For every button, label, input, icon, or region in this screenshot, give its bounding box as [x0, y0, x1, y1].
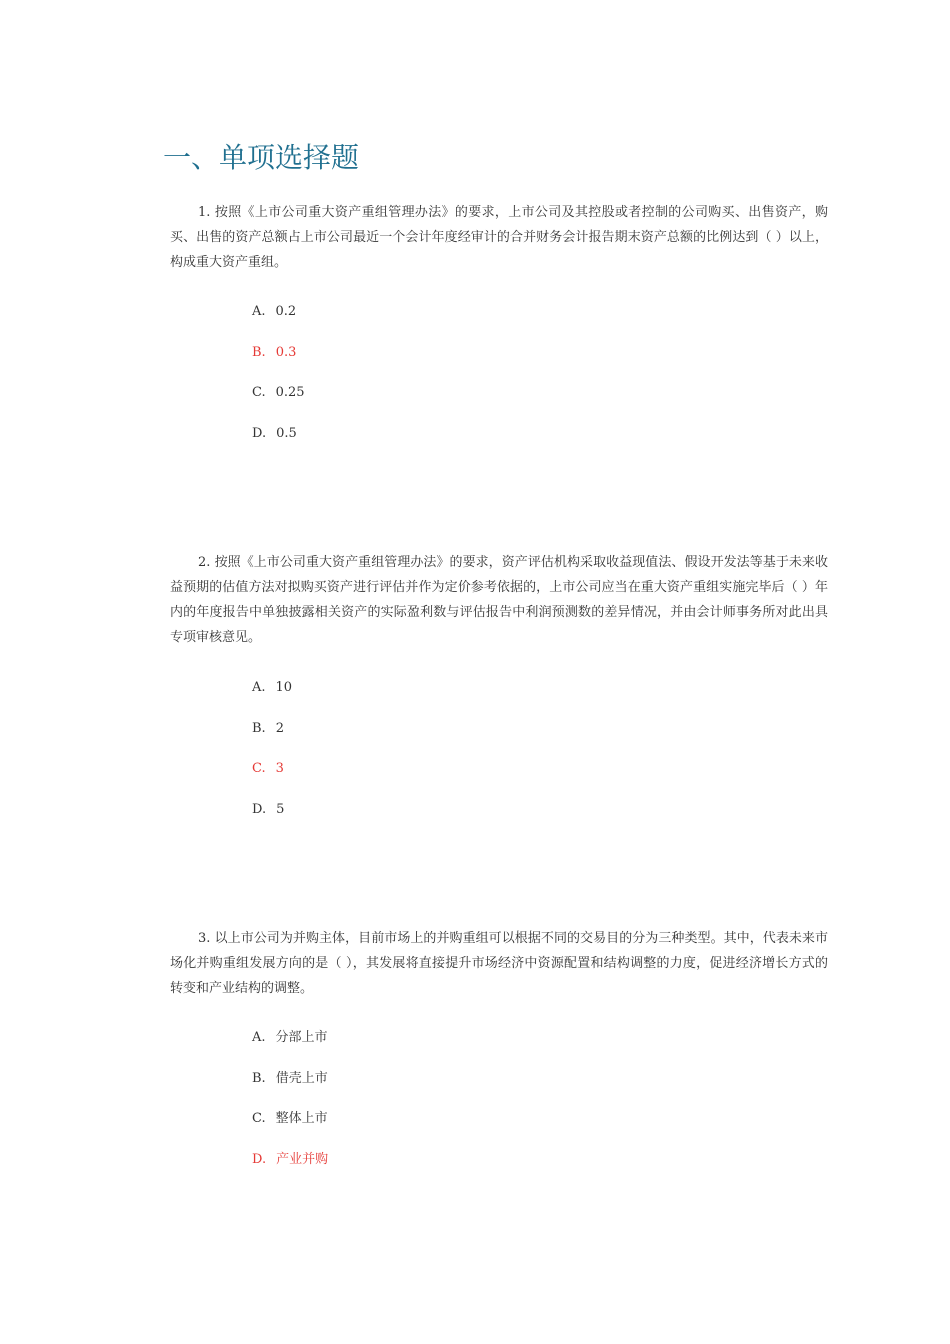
option-letter: D.	[252, 426, 267, 442]
option-d[interactable]	[252, 424, 305, 465]
option-a[interactable]	[252, 1028, 328, 1069]
option-d[interactable]	[252, 1150, 328, 1191]
option-a[interactable]	[252, 302, 305, 343]
option-b[interactable]	[252, 343, 305, 384]
option-letter: A.	[252, 680, 266, 695]
option-c[interactable]	[252, 1109, 328, 1150]
option-list	[252, 1028, 328, 1191]
option-letter: A.	[252, 304, 266, 319]
option-b[interactable]	[252, 1069, 328, 1110]
option-c[interactable]	[252, 759, 292, 800]
question-3	[170, 926, 828, 1168]
option-text: 整体上市	[275, 1111, 328, 1127]
option-letter: C.	[252, 1111, 266, 1127]
option-letter: A.	[252, 1030, 266, 1045]
option-text: 5	[276, 802, 285, 818]
option-letter: B.	[252, 344, 266, 360]
option-letter: C.	[252, 761, 266, 777]
option-text: 0.5	[276, 426, 297, 442]
question-stem: 1. 按照《上市公司重大资产重组管理办法》的要求，上市公司及其控股或者控制的公司购买、出售资产，购买、出售的资产总额占上市公司最近一个会计年度经审计的合并财务会计报告期末资产总额的比例达到（ ）以上，构成重大资产重组。	[170, 205, 828, 270]
option-letter: B.	[252, 1070, 266, 1086]
option-text: 2	[275, 720, 284, 736]
option-text: 0.3	[275, 344, 297, 360]
option-list	[252, 302, 305, 465]
question-2	[170, 550, 828, 818]
option-c[interactable]	[252, 383, 305, 424]
question-stem: 3. 以上市公司为并购主体，目前市场上的并购重组可以根据不同的交易目的分为三种类型。其中，代表未来市场化并购重组发展方向的是（ ），其发展将直接提升市场经济中资源配置和结构调整的力度，促进经济增长方式的转变和产业结构的调整。	[170, 931, 828, 996]
question-1	[170, 200, 828, 442]
option-letter: D.	[252, 1152, 267, 1168]
option-text: 产业并购	[276, 1152, 329, 1168]
option-letter: B.	[252, 720, 266, 736]
option-b[interactable]	[252, 719, 292, 760]
option-letter: D.	[252, 802, 267, 818]
option-a[interactable]	[252, 678, 292, 719]
option-letter: C.	[252, 385, 266, 401]
option-text: 分部上市	[275, 1030, 328, 1045]
option-text: 借壳上市	[275, 1070, 328, 1086]
option-text: 3	[275, 761, 284, 777]
option-d[interactable]	[252, 800, 292, 841]
option-list	[252, 678, 292, 841]
option-text: 10	[275, 680, 293, 695]
option-text: 0.25	[275, 385, 305, 401]
question-stem: 2. 按照《上市公司重大资产重组管理办法》的要求，资产评估机构采取收益现值法、假设开发法等基于未来收益预期的估值方法对拟购买资产进行评估并作为定价参考依据的，上市公司应当在重大资产重组实施完毕后（ ）年内的年度报告中单独披露相关资产的实际盈利数与评估报告中利润预测数的差异情况，并由会计师事务所对此出具专项审核意见。	[170, 555, 828, 645]
section-title: 一、单项选择题	[163, 141, 360, 174]
option-text: 0.2	[275, 304, 297, 319]
